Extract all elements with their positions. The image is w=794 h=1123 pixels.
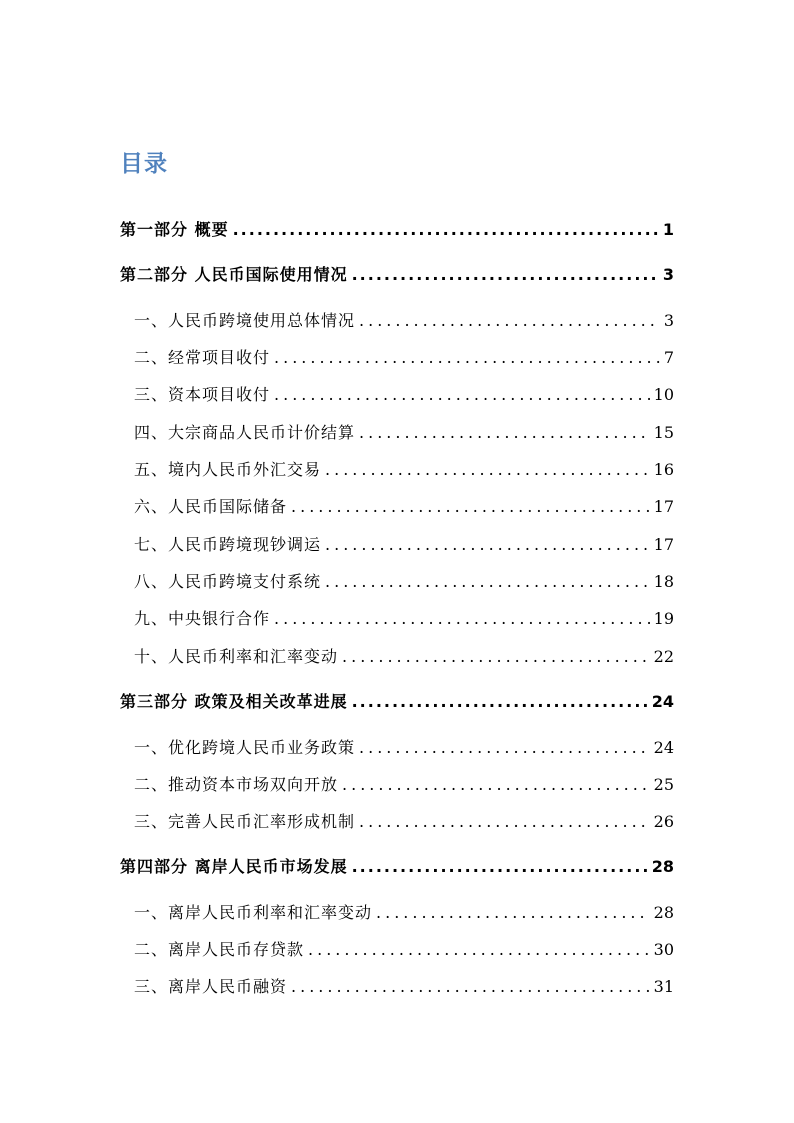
toc-dot-leader xyxy=(325,535,650,554)
toc-entry-text: 第三部分 政策及相关改革进展 xyxy=(120,692,348,711)
toc-entry-text: 七、人民币跨境现钞调运 xyxy=(134,535,322,554)
toc-page-number: 25 xyxy=(653,775,674,794)
toc-dot-leader xyxy=(359,738,650,757)
toc-page-number: 26 xyxy=(653,812,674,831)
toc-page-number: 1 xyxy=(662,220,674,239)
toc-page-number: 3 xyxy=(662,265,674,284)
toc-dot-leader xyxy=(352,265,659,284)
toc-entry-text: 三、完善人民币汇率形成机制 xyxy=(134,812,356,831)
toc-entry-section[interactable] xyxy=(134,809,674,832)
toc-entry-part-1[interactable] xyxy=(120,217,674,240)
toc-dot-leader xyxy=(359,812,650,831)
toc-entry-section[interactable] xyxy=(134,606,674,629)
toc-entry-section[interactable] xyxy=(134,937,674,960)
toc-entry-text: 二、推动资本市场双向开放 xyxy=(134,775,339,794)
toc-page-number: 7 xyxy=(663,348,674,367)
toc-entry-text: 六、人民币国际储备 xyxy=(134,497,288,516)
toc-entry-section[interactable] xyxy=(134,308,674,331)
toc-dot-leader xyxy=(352,692,648,711)
toc-entry-section[interactable] xyxy=(134,772,674,795)
toc-dot-leader xyxy=(359,311,660,330)
toc-page-number: 22 xyxy=(653,647,674,666)
toc-entry-text: 第一部分 概要 xyxy=(120,220,229,239)
toc-page-number: 3 xyxy=(663,311,674,330)
toc-page-number: 24 xyxy=(653,738,674,757)
toc-title: 目录 xyxy=(120,151,168,177)
toc-entry-section[interactable] xyxy=(134,644,674,667)
toc-entry-text: 第二部分 人民币国际使用情况 xyxy=(120,265,348,284)
toc-page-number: 17 xyxy=(653,497,674,516)
toc-entry-section[interactable] xyxy=(134,900,674,923)
toc-entry-part-2[interactable] xyxy=(120,262,674,285)
toc-page-number: 28 xyxy=(651,857,674,876)
toc-entry-section[interactable] xyxy=(134,457,674,480)
toc-dot-leader xyxy=(291,977,650,996)
toc-page-number: 24 xyxy=(651,692,674,711)
toc-dot-leader xyxy=(274,348,660,367)
toc-page-number: 17 xyxy=(653,535,674,554)
toc-entry-text: 五、境内人民币外汇交易 xyxy=(134,460,322,479)
toc-entry-text: 三、资本项目收付 xyxy=(134,385,271,404)
toc-entry-text: 四、大宗商品人民币计价结算 xyxy=(134,423,356,442)
toc-dot-leader xyxy=(274,385,650,404)
toc-page-number: 15 xyxy=(653,423,674,442)
toc-dot-leader xyxy=(376,903,650,922)
toc-dot-leader xyxy=(233,220,659,239)
toc-entry-section[interactable] xyxy=(134,974,674,997)
toc-dot-leader xyxy=(352,857,648,876)
toc-entry-part-4[interactable] xyxy=(120,854,674,877)
toc-dot-leader xyxy=(359,423,650,442)
toc-entry-text: 十、人民币利率和汇率变动 xyxy=(134,647,339,666)
toc-entry-text: 一、优化跨境人民币业务政策 xyxy=(134,738,356,757)
toc-page-number: 31 xyxy=(653,977,674,996)
toc-entry-section[interactable] xyxy=(134,345,674,368)
toc-entry-text: 第四部分 离岸人民币市场发展 xyxy=(120,857,348,876)
toc-page-number: 28 xyxy=(653,903,674,922)
toc-dot-leader xyxy=(308,940,650,959)
toc-entry-text: 八、人民币跨境支付系统 xyxy=(134,572,322,591)
toc-page-number: 16 xyxy=(653,460,674,479)
toc-page-number: 30 xyxy=(653,940,674,959)
toc-entry-text: 一、离岸人民币利率和汇率变动 xyxy=(134,903,373,922)
toc-dot-leader xyxy=(342,647,650,666)
toc-dot-leader xyxy=(291,497,650,516)
toc-dot-leader xyxy=(274,609,650,628)
toc-page-number: 10 xyxy=(653,385,674,404)
toc-entry-section[interactable] xyxy=(134,569,674,592)
toc-entry-text: 九、中央银行合作 xyxy=(134,609,271,628)
toc-dot-leader xyxy=(325,460,650,479)
toc-page-number: 19 xyxy=(653,609,674,628)
toc-page-number: 18 xyxy=(653,572,674,591)
toc-entry-text: 三、离岸人民币融资 xyxy=(134,977,288,996)
toc-entry-section[interactable] xyxy=(134,735,674,758)
toc-entry-part-3[interactable] xyxy=(120,689,674,712)
toc-entry-text: 一、人民币跨境使用总体情况 xyxy=(134,311,356,330)
toc-entry-text: 二、经常项目收付 xyxy=(134,348,271,367)
toc-entry-section[interactable] xyxy=(134,532,674,555)
toc-dot-leader xyxy=(342,775,650,794)
toc-entry-text: 二、离岸人民币存贷款 xyxy=(134,940,305,959)
toc-entry-section[interactable] xyxy=(134,494,674,517)
toc-dot-leader xyxy=(325,572,650,591)
toc-entry-section[interactable] xyxy=(134,382,674,405)
toc-entry-section[interactable] xyxy=(134,420,674,443)
